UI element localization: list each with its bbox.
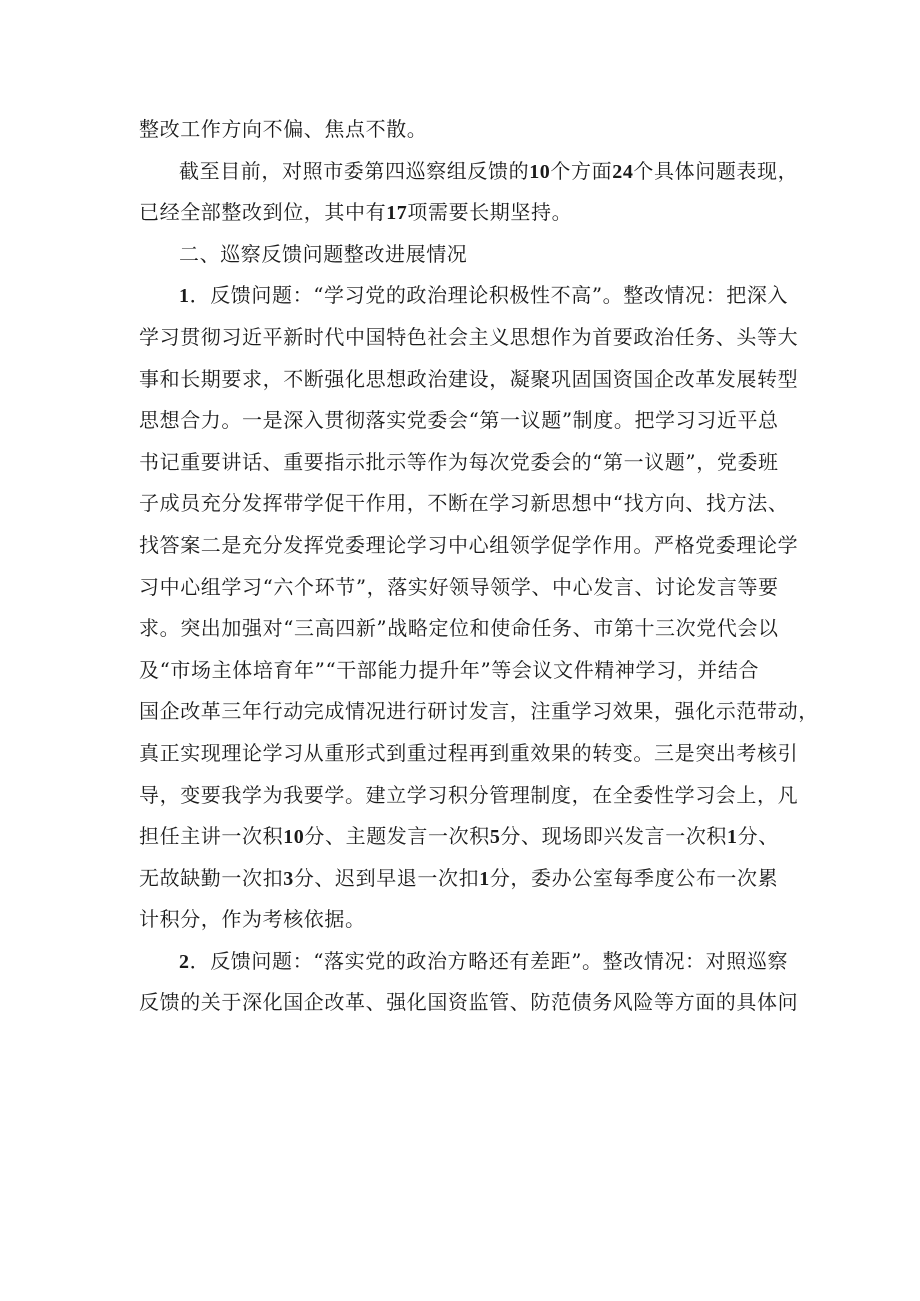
text-line: 找答案二是充分发挥党委理论学习中心组领学促学作用。严格党委理论学 xyxy=(139,532,799,557)
text-line: 导，变要我学为我要学。建立学习积分管理制度，在全委性学习会上，凡 xyxy=(139,782,799,807)
text-line: 反馈的关于深化国企改革、强化国资监管、防范债务风险等方面的具体问 xyxy=(139,990,799,1015)
text-line: 习中心组学习“六个环节”，落实好领导领学、中心发言、讨论发言等要 xyxy=(139,574,779,599)
text-line: 计积分，作为考核依据。 xyxy=(139,907,366,932)
document-body xyxy=(139,109,819,1024)
text-line: 已经全部整改到位，其中有17项需要长期坚持。 xyxy=(139,200,573,225)
text-line: 及“市场主体培育年”“干部能力提升年”等会议文件精神学习，并结合 xyxy=(139,657,760,682)
text-line: 无故缺勤一次扣3分、迟到早退一次扣1分，委办公室每季度公布一次累 xyxy=(139,865,779,890)
text-line: 真正实现理论学习从重形式到重过程再到重效果的转变。三是突出考核引 xyxy=(139,740,799,765)
section-heading: 二、巡察反馈问题整改进展情况 xyxy=(179,241,468,266)
text-line: 书记重要讲话、重要指示批示等作为每次党委会的“第一议题”，党委班 xyxy=(139,449,779,474)
text-line: 求。突出加强对“三高四新”战略定位和使命任务、市第十三次党代会以 xyxy=(139,616,779,641)
text-line: 学习贯彻习近平新时代中国特色社会主义思想作为首要政治任务、头等大 xyxy=(139,324,799,349)
text-line: 国企改革三年行动完成情况进行研讨发言，注重学习效果，强化示范带动， xyxy=(139,699,819,724)
text-line: 子成员充分发挥带学促干作用，不断在学习新思想中“找方向、找方法、 xyxy=(139,491,789,516)
text-line: 2．反馈问题：“落实党的政治方略还有差距”。整改情况：对照巡察 xyxy=(179,948,789,973)
text-line: 思想合力。一是深入贯彻落实党委会“第一议题”制度。把学习习近平总 xyxy=(139,408,779,433)
text-line: 1．反馈问题：“学习党的政治理论积极性不高”。整改情况：把深入 xyxy=(179,283,789,308)
text-line: 截至目前，对照市委第四巡察组反馈的10个方面24个具体问题表现， xyxy=(179,158,799,183)
text-line: 事和长期要求，不断强化思想政治建设，凝聚巩固国资国企改革发展转型 xyxy=(139,366,799,391)
text-line: 担任主讲一次积10分、主题发言一次积5分、现场即兴发言一次积1分、 xyxy=(139,824,779,849)
text-line: 整改工作方向不偏、焦点不散。 xyxy=(139,117,428,141)
